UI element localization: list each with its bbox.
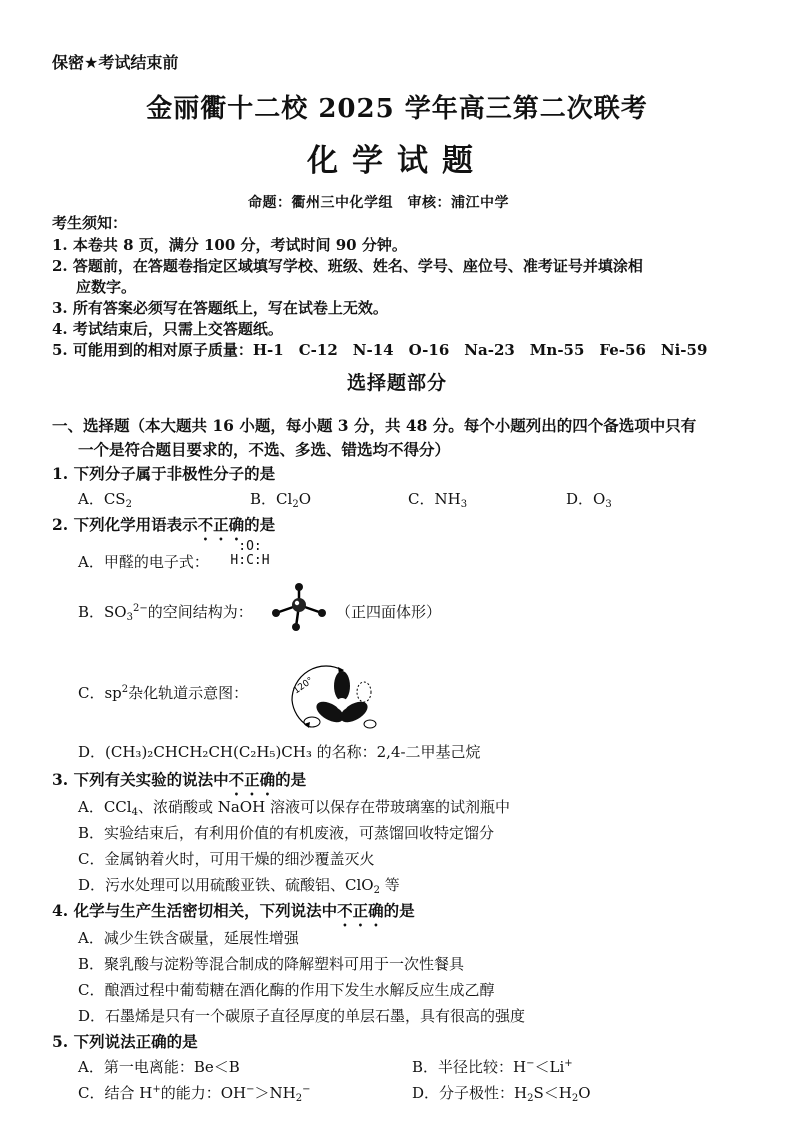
q1-option-c: C．$NH_3$ [408,490,468,510]
q4-option-a: A．减少生铁含碳量，延展性增强 [78,929,299,947]
confidential-label: 保密★考试结束前 [52,53,179,72]
q2-option-d: D．(CH₃)₂CHCH₂CH(C₂H₅)CH₃ 的名称：2,4-二甲基己烷 [78,743,481,761]
q1-option-d: D．$O_3$ [566,490,612,510]
note-item: 1. 本卷共 8 页，满分 100 分，考试时间 90 分钟。 [52,236,407,254]
q5-option-b: B．半径比较：H−＜Li+ [412,1058,573,1076]
q2-option-c: C．$sp^2$杂化轨道示意图： [78,684,249,702]
note-item: 3. 所有答案必须写在答题纸上，写在试卷上无效。 [52,299,388,317]
sulfite-tetrahedral-model-icon [268,583,330,635]
q4-option-c: C．酿酒过程中葡萄糖在酒化酶的作用下发生水解反应生成乙醇 [78,981,495,999]
q1-option-b: B．$Cl_2O$ [250,490,311,510]
q1-stem: 1. 下列分子属于非极性分子的是 [52,464,276,483]
note-item: 5. 可能用到的相对原子质量：H-1 C-12 N-14 O-16 Na-23 Mn-55 Fe-56 Ni-59 [52,341,708,359]
exam-subject: 化学试题 [307,143,487,179]
notes-heading: 考生须知： [52,214,128,232]
q3-option-c: C．金属钠着火时，可用干燥的细沙覆盖灭火 [78,850,375,868]
q4-option-b: B．聚乳酸与淀粉等混合制成的降解塑料可用于一次性餐具 [78,955,465,973]
note-item: 应数字。 [76,278,137,296]
q2-option-a: A．甲醛的电子式： [78,553,209,571]
q2-stem: 2. 下列化学用语表示不正确的是 [52,515,276,534]
note-item: 2. 答题前，在答题卷指定区域填写学校、班级、姓名、学号、座位号、准考证号并填涂相 [52,257,643,275]
note-item: 4. 考试结束后，只需上交答题纸。 [52,320,283,338]
q3-option-b: B．实验结束后，有利用价值的有机废液，可蒸馏回收特定馏分 [78,824,495,842]
q5-option-d: D．分子极性：$H_2S<H_2O$ [412,1084,591,1104]
q1-option-a: A．$CS_2$ [78,490,132,510]
exam-title: 金丽衢十二校 2025 学年高三第二次联考 [146,94,648,124]
angle-label: 120° [291,675,316,697]
q4-stem: 4. 化学与生产生活密切相关，下列说法中不正确的是 [52,901,415,920]
q3-stem: 3. 下列有关实验的说法中不正确的是 [52,770,307,789]
exam-credits: 命题：衢州三中化学组 审核：浦江中学 [248,195,509,211]
q5-option-a: A．第一电离能：Be＜B [78,1058,240,1076]
formaldehyde-lewis-structure: :O: H:C:H [230,539,270,568]
section-intro-cont: 一个是符合题目要求的，不选、多选、错选均不得分） [78,440,451,459]
sp2-orbital-diagram-icon [282,660,378,742]
q2-option-b: B．$SO_3^{2-}$的空间结构为： [78,603,253,623]
q2-option-b-note: （正四面体形） [336,603,442,621]
q3-option-a: A．CCl$_4$、浓硝酸或 NaOH 溶液可以保存在带玻璃塞的试剂瓶中 [78,798,510,818]
q4-option-d: D．石墨烯是只有一个碳原子直径厚度的单层石墨，具有很高的强度 [78,1007,526,1025]
section-intro: 一、选择题（本大题共 16 小题，每小题 3 分，共 48 分。每个小题列出的四个备选项中只有 [52,416,697,435]
q3-option-d: D．污水处理可以用硫酸亚铁、硫酸铝、ClO$_2$ 等 [78,876,400,896]
q5-option-c: C．结合 H+的能力：$OH^->NH_2^-$ [78,1084,311,1104]
section-title: 选择题部分 [346,372,447,394]
q5-stem: 5. 下列说法正确的是 [52,1032,198,1051]
